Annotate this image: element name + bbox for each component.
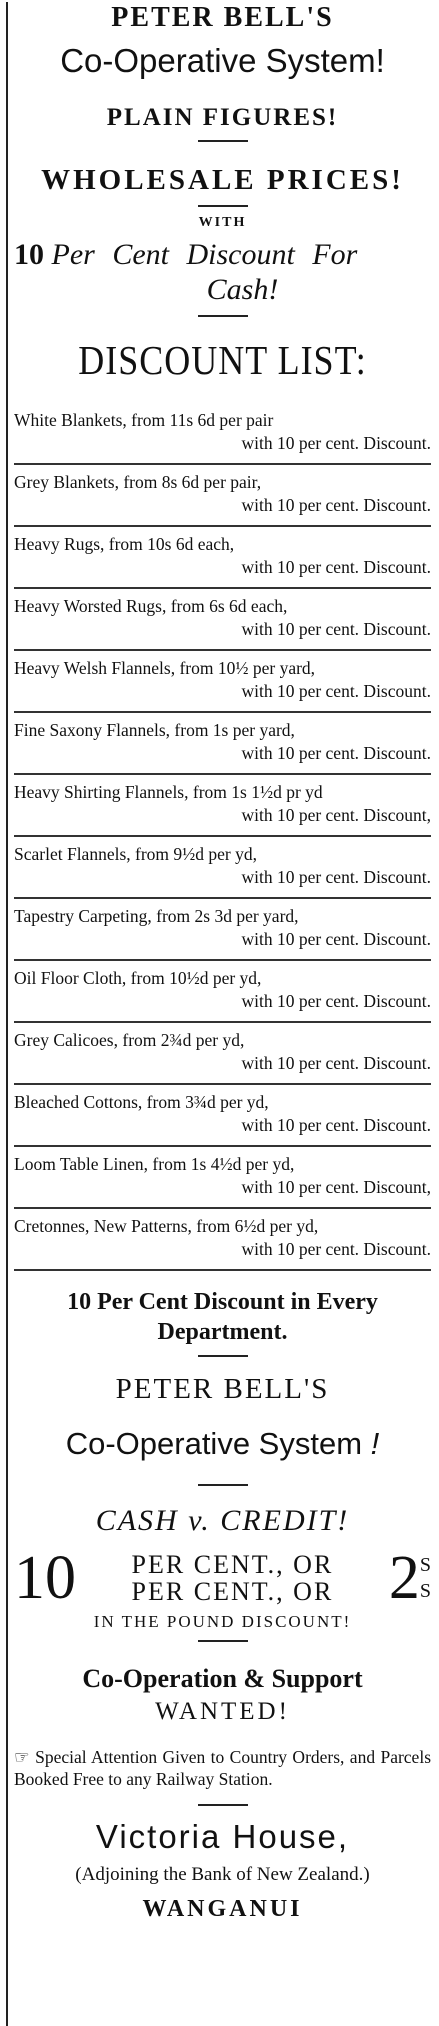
- item-description: Grey Calicoes, from 2¾d per yd,: [14, 1030, 245, 1050]
- item-discount: with 10 per cent. Discount.: [241, 681, 431, 701]
- item-description: White Blankets, from 11s 6d per pair: [14, 410, 274, 430]
- discount-text: Per Cent Discount For: [51, 238, 358, 271]
- list-item: [14, 527, 431, 589]
- item-discount: with 10 per cent. Discount.: [241, 557, 431, 577]
- advertisement: [0, 2, 439, 2026]
- wanganui: WANGANUI: [142, 1896, 303, 1922]
- item-description: Scarlet Flannels, from 9½d per yd,: [14, 844, 258, 864]
- list-item: [14, 589, 431, 651]
- item-discount: with 10 per cent. Discount.: [241, 619, 431, 639]
- list-item: [14, 651, 431, 713]
- list-item: [14, 1023, 431, 1085]
- pound-discount: IN THE POUND DISCOUNT!: [93, 1612, 352, 1631]
- divider: [198, 1804, 248, 1806]
- pointing-hand-icon: ☞: [14, 1747, 30, 1767]
- item-description: Tapestry Carpeting, from 2s 3d per yard,: [14, 906, 299, 926]
- special-text: Special Attention Given to Country Orders, and Parcels Booked Free to any Railway Station.: [14, 1747, 432, 1789]
- heading-peter-bells-2: PETER BELL'S: [115, 1373, 330, 1405]
- list-item: [14, 1147, 431, 1209]
- item-description: Cretonnes, New Patterns, from 6½d per yd,: [14, 1216, 319, 1236]
- item-discount: with 10 per cent. Discount.: [241, 495, 431, 515]
- item-description: Oil Floor Cloth, from 10½d per yd,: [14, 968, 262, 988]
- list-item: [14, 775, 431, 837]
- heading-co-operative-system-2: [14, 1426, 431, 1462]
- list-item: [14, 465, 431, 527]
- list-item: [14, 961, 431, 1023]
- item-description: Bleached Cottons, from 3¾d per yd,: [14, 1092, 269, 1112]
- every-department-notice: [14, 1287, 431, 1347]
- item-description: Heavy Welsh Flannels, from 10½ per yard,: [14, 658, 316, 678]
- heading-plain-figures: PLAIN FIGURES!: [106, 104, 339, 131]
- heading-wholesale-prices: WHOLESALE PRICES!: [41, 164, 404, 196]
- item-description: Heavy Worsted Rugs, from 6s 6d each,: [14, 596, 288, 616]
- discount-for-cash-line: [14, 237, 431, 273]
- s-mark-1: S: [419, 1554, 431, 1576]
- divider: [198, 205, 248, 207]
- big-ten: 10: [14, 1544, 76, 1612]
- heading-with: WITH: [198, 215, 247, 230]
- list-item: [14, 899, 431, 961]
- discount-list: [14, 403, 431, 1271]
- divider: [198, 1640, 248, 1642]
- system2-mark: !: [370, 1426, 380, 1461]
- percent-line-2: PER CENT., OR: [131, 1577, 334, 1606]
- item-description: Fine Saxony Flannels, from 1s per yard,: [14, 720, 295, 740]
- item-description: Grey Blankets, from 8s 6d per pair,: [14, 472, 262, 492]
- s-mark-2: S: [419, 1580, 431, 1602]
- shilling-marks: [420, 1552, 431, 1604]
- two-shillings: [389, 1546, 431, 1610]
- percent-line-1: PER CENT., OR: [131, 1550, 334, 1579]
- item-description: Heavy Rugs, from 10s 6d each,: [14, 534, 235, 554]
- co-operation-support: Co-Operation & Support: [82, 1664, 363, 1693]
- item-discount: with 10 per cent. Discount.: [241, 867, 431, 887]
- adjoining-bank: (Adjoining the Bank of New Zealand.): [75, 1864, 370, 1885]
- discount-number: 10: [14, 238, 44, 271]
- divider: [198, 1355, 248, 1357]
- cash-v-credit: CASH v. CREDIT!: [95, 1504, 350, 1537]
- every-line-2: Department.: [157, 1319, 288, 1345]
- item-discount: with 10 per cent. Discount,: [241, 805, 431, 825]
- cash-text: Cash!: [206, 273, 279, 306]
- list-item: [14, 1085, 431, 1147]
- item-description: Loom Table Linen, from 1s 4½d per yd,: [14, 1154, 295, 1174]
- divider: [198, 315, 248, 317]
- item-discount: with 10 per cent. Discount.: [241, 991, 431, 1011]
- item-discount: with 10 per cent. Discount.: [241, 433, 431, 453]
- system2-main: Co-Operative System: [65, 1426, 363, 1461]
- item-discount: with 10 per cent. Discount,: [241, 1177, 431, 1197]
- list-item: [14, 713, 431, 775]
- item-discount: with 10 per cent. Discount.: [241, 1053, 431, 1073]
- wanted: WANTED!: [155, 1698, 290, 1725]
- percent-lines: [132, 1551, 334, 1605]
- heading-peter-bells: PETER BELL'S: [111, 2, 334, 33]
- discount-list-title: DISCOUNT LIST:: [78, 337, 367, 383]
- item-description: Heavy Shirting Flannels, from 1s 1½d pr yd: [14, 782, 323, 802]
- divider: [198, 1484, 248, 1486]
- victoria-house: Victoria House,: [95, 1818, 350, 1855]
- left-border-rule: [6, 2, 8, 2026]
- big-two: 2: [388, 1544, 420, 1612]
- percent-block: [14, 1546, 431, 1610]
- every-line-1: 10 Per Cent Discount in Every: [67, 1289, 378, 1315]
- list-item: [14, 837, 431, 899]
- special-attention-notice: [14, 1746, 431, 1790]
- item-discount: with 10 per cent. Discount.: [241, 1239, 431, 1259]
- list-item: [14, 403, 431, 465]
- item-discount: with 10 per cent. Discount.: [241, 1115, 431, 1135]
- divider: [198, 140, 248, 142]
- item-discount: with 10 per cent. Discount.: [241, 743, 431, 763]
- list-item: [14, 1209, 431, 1271]
- item-discount: with 10 per cent. Discount.: [241, 929, 431, 949]
- heading-co-operative-system: Co-Operative System!: [60, 42, 385, 79]
